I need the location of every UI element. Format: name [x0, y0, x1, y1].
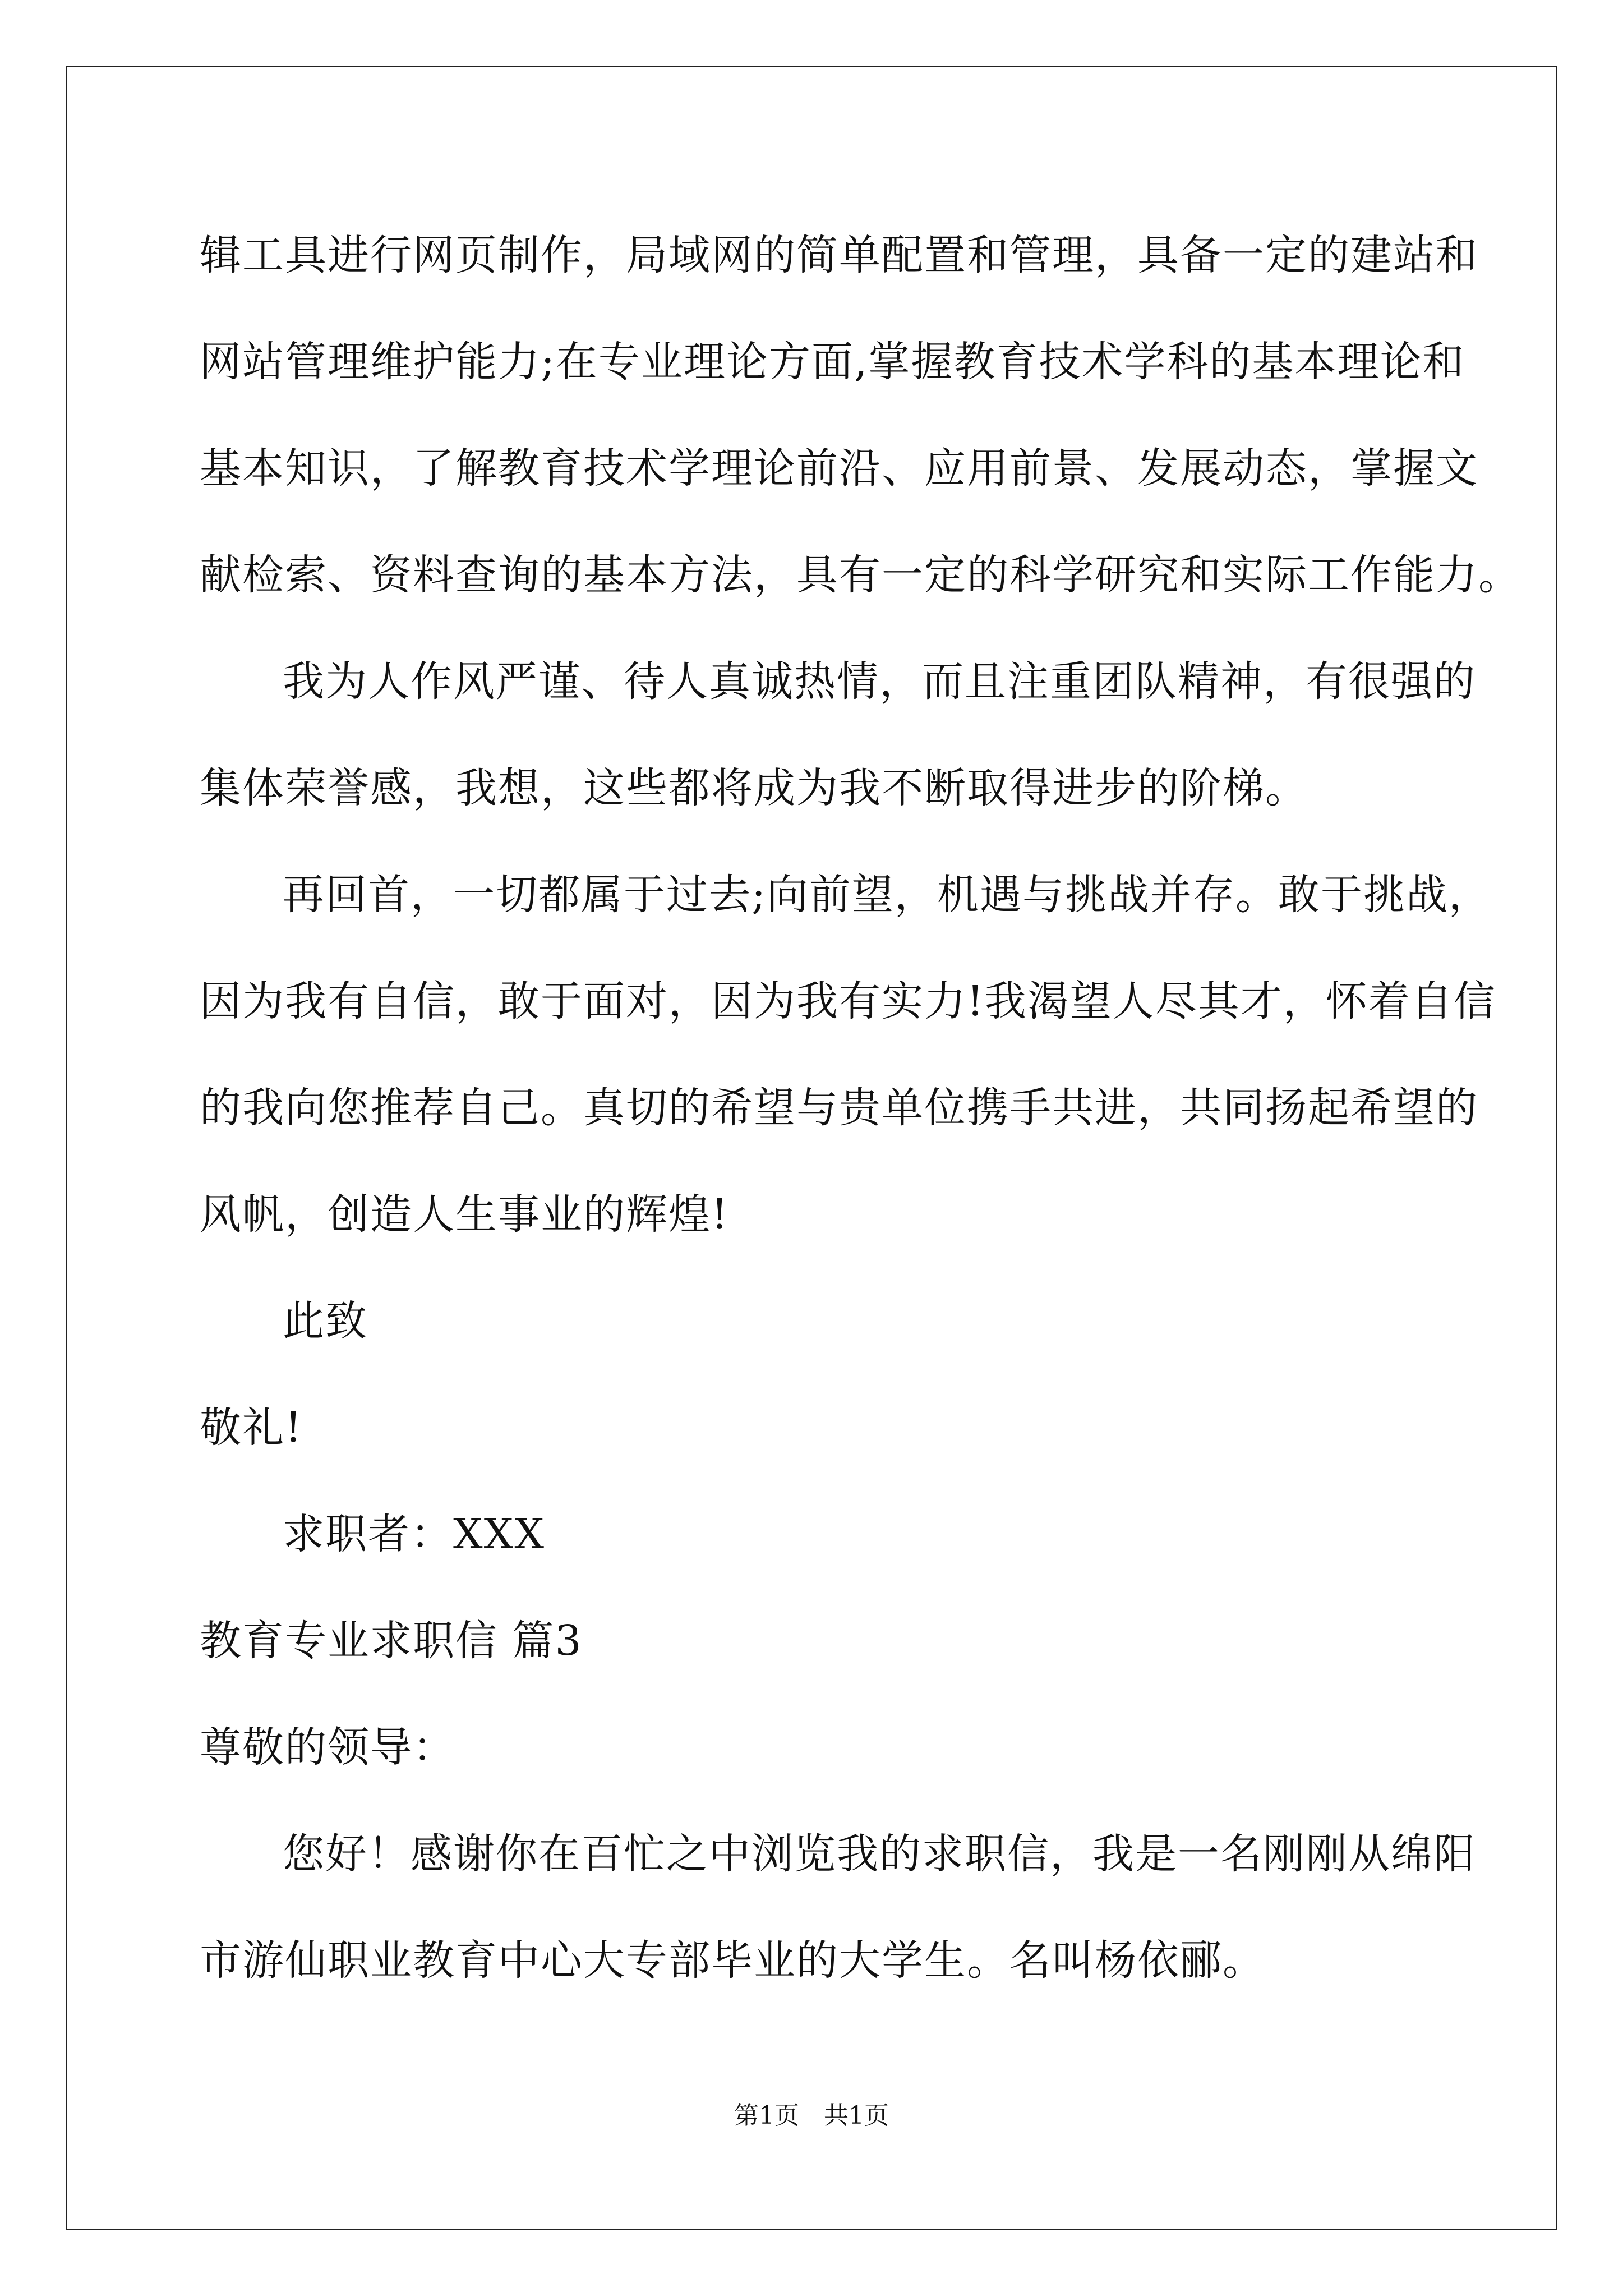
text-line: 市游仙职业教育中心大专部毕业的大学生。名叫杨依郦。	[200, 1936, 1265, 1985]
document-body	[200, 202, 1521, 2014]
text-line: 献检索、资料查询的基本方法，具有一定的科学研究和实际工作能力。	[200, 551, 1521, 599]
paragraph-start: 我为人作风严谨、待人真诚热情，而且注重团队精神，有很强的	[283, 657, 1476, 706]
paragraph-start: 再回首，一切都属于过去;向前望，机遇与挑战并存。敢于挑战，	[283, 871, 1491, 919]
text-line: 网站管理维护能力;在专业理论方面,掌握教育技术学科的基本理论和	[200, 338, 1465, 386]
text-line: 的我向您推荐自己。真切的希望与贵单位携手共进，共同扬起希望的	[200, 1084, 1478, 1132]
greeting: 尊敬的领导：	[200, 1723, 455, 1772]
section-heading: 教育专业求职信 篇3	[200, 1617, 583, 1665]
text-line: 风帆，创造人生事业的辉煌!	[200, 1190, 729, 1239]
closing-salutation: 此致	[283, 1297, 368, 1345]
paragraph-start: 您好！感谢你在百忙之中浏览我的求职信，我是一名刚刚从绵阳	[283, 1830, 1476, 1878]
page-number: 第1页 共1页	[734, 2101, 889, 2130]
text-line: 辑工具进行网页制作，局域网的简单配置和管理，具备一定的建站和	[200, 231, 1478, 279]
signature: 求职者：XXX	[283, 1510, 546, 1558]
text-line: 因为我有自信，敢于面对，因为我有实力!我渴望人尽其才，怀着自信	[200, 977, 1496, 1025]
text-line: 基本知识，了解教育技术学理论前沿、应用前景、发展动态，掌握文	[200, 444, 1478, 493]
closing-regards: 敬礼!	[200, 1404, 303, 1452]
text-line: 集体荣誉感，我想，这些都将成为我不断取得进步的阶梯。	[200, 764, 1308, 812]
